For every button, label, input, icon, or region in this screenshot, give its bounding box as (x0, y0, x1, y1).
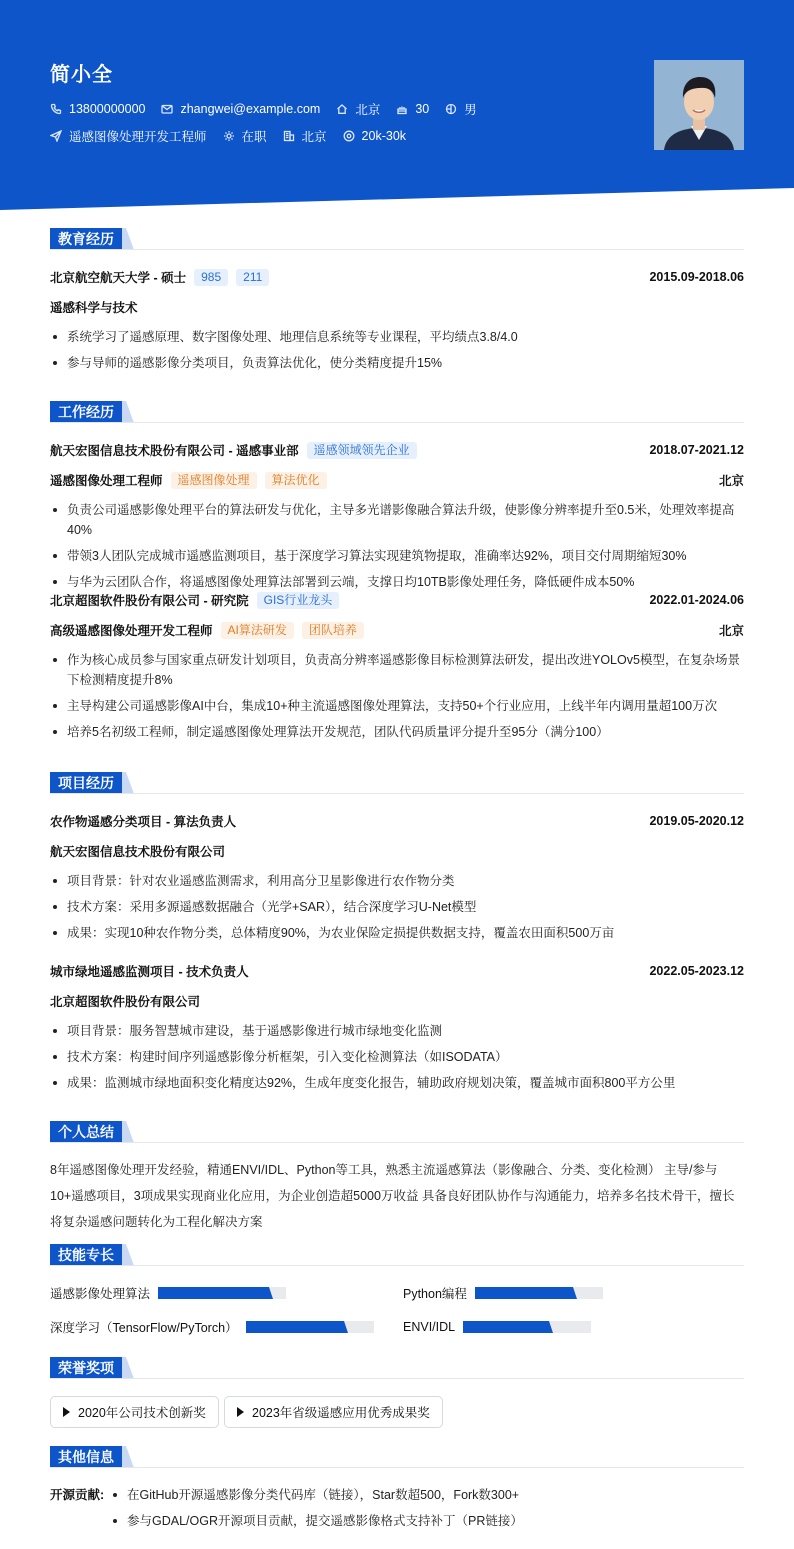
job-header (50, 441, 744, 459)
school-tag: 211 (236, 269, 269, 286)
awards-list (50, 1396, 744, 1428)
project-org-row (50, 842, 744, 860)
projects-section (50, 772, 744, 1090)
job-role: 高级遥感图像处理开发工程师 (50, 624, 213, 638)
school-tag: 985 (194, 269, 228, 286)
list-item: 参与GDAL/OGR开源项目贡献，提交遥感影像格式支持补丁（PR链接） (110, 1511, 744, 1531)
school-name: 北京航空航天大学 - 硕士 (50, 271, 187, 285)
skill-bar-fill (463, 1321, 553, 1333)
home-icon (336, 103, 348, 115)
list-item: 与华为云团队合作，将遥感图像处理算法部署到云端，支撑日均10TB影像处理任务，降低硬件成本50% (50, 572, 744, 592)
section-title-label: 项目经历 (50, 772, 122, 794)
award-item (50, 1396, 219, 1428)
list-item: 作为核心成员参与国家重点研发计划项目，负责高分辨率遥感影像目标检测算法研发，提出改进YOLOv5模型，在复杂场景下检测精度提升8% (50, 650, 744, 690)
role-tag: 算法优化 (265, 472, 327, 489)
phone-icon (50, 103, 62, 115)
title-tail-decoration (122, 1121, 134, 1143)
age-text: 30 (415, 102, 430, 116)
section-divider (50, 422, 744, 423)
section-title (50, 228, 744, 250)
title-tail-decoration (122, 1446, 134, 1468)
project-bullets (50, 1021, 744, 1099)
section-title-label: 工作经历 (50, 401, 122, 423)
skill-item (50, 1284, 286, 1302)
project-header (50, 962, 744, 980)
section-divider (50, 1142, 744, 1143)
section-title (50, 1357, 744, 1379)
major-row (50, 298, 744, 316)
company-name: 航天宏图信息技术股份有限公司 - 遥感事业部 (50, 444, 299, 458)
salary-item (343, 129, 406, 143)
award-label: 2020年公司技术创新奖 (78, 1406, 206, 1420)
section-title-label: 荣誉奖项 (50, 1357, 122, 1379)
project-date: 2022.05-2023.12 (649, 964, 744, 978)
job-location: 北京 (718, 474, 744, 488)
section-title (50, 1121, 744, 1143)
education-header (50, 268, 744, 286)
skill-bar-fill (475, 1287, 577, 1299)
summary-section (50, 1121, 744, 1229)
award-label: 2023年省级遥感应用优秀成果奖 (252, 1406, 430, 1420)
triangle-icon (63, 1407, 70, 1417)
skill-label: ENVI/IDL (403, 1320, 456, 1334)
job-location: 北京 (718, 624, 744, 638)
summary-text: 8年遥感图像处理开发经验，精通ENVI/IDL、Python等工具，熟悉主流遥感算法（影像融合、分类、变化检测） 主导/参与10+遥感项目，3项成果实现商业化应用，为企业创造超5000万收益 具备良好团队协作与沟通能力，培养多名技术骨干，擅长将复杂遥感问题转化为工程化解决方案 (50, 1163, 735, 1229)
skill-bar-fill (158, 1287, 273, 1299)
job-date: 2022.01-2024.06 (649, 593, 744, 607)
project-header (50, 812, 744, 830)
project-name: 农作物遥感分类项目 - 算法负责人 (50, 815, 237, 829)
job-date: 2018.07-2021.12 (649, 443, 744, 457)
age-item (396, 102, 429, 116)
coin-icon (343, 130, 355, 142)
skill-bar (475, 1287, 603, 1299)
section-title (50, 401, 744, 423)
job-title-text: 遥感图像处理开发工程师 (69, 130, 207, 144)
education-bullets (50, 327, 744, 379)
location-text: 北京 (355, 103, 381, 117)
gender-icon (445, 103, 457, 115)
other-section (50, 1446, 744, 1528)
project-org: 航天宏图信息技术股份有限公司 (50, 845, 226, 859)
section-divider (50, 249, 744, 250)
salary-text: 20k-30k (361, 129, 407, 143)
project-date: 2019.05-2020.12 (649, 814, 744, 828)
section-title (50, 772, 744, 794)
list-item: 参与导师的遥感影像分类项目，负责算法优化，使分类精度提升15% (50, 353, 744, 373)
skill-item (50, 1318, 374, 1336)
gear-icon (223, 130, 235, 142)
job-bullets (50, 500, 744, 598)
major-name: 遥感科学与技术 (50, 301, 138, 315)
section-divider (50, 1378, 744, 1379)
section-divider (50, 1467, 744, 1468)
skill-bar (246, 1321, 374, 1333)
title-tail-decoration (122, 772, 134, 794)
skill-bar (158, 1287, 286, 1299)
title-tail-decoration (122, 228, 134, 250)
project-org: 北京超图软件股份有限公司 (50, 995, 201, 1009)
list-item: 带领3人团队完成城市遥感监测项目，基于深度学习算法实现建筑物提取，准确率达92%，项目交付周期缩短30% (50, 546, 744, 566)
list-item: 主导构建公司遥感影像AI中台，集成10+种主流遥感图像处理算法，支持50+个行业应用，上线半年内调用量超100万次 (50, 696, 744, 716)
title-tail-decoration (122, 1357, 134, 1379)
email-item (161, 102, 320, 116)
role-tag: 团队培养 (302, 622, 364, 639)
resume-header (0, 0, 794, 215)
triangle-icon (237, 1407, 244, 1417)
section-title-label: 教育经历 (50, 228, 122, 250)
project-bullets (50, 871, 744, 949)
award-item (224, 1396, 443, 1428)
company-name: 北京超图软件股份有限公司 - 研究院 (50, 594, 249, 608)
skill-bar (463, 1321, 591, 1333)
job-header (50, 591, 744, 609)
awards-section (50, 1357, 744, 1420)
list-item: 在GitHub开源遥感影像分类代码库（链接），Star数超500，Fork数300+ (110, 1485, 744, 1505)
list-item: 负责公司遥感影像处理平台的算法研发与优化，主导多光谱影像融合算法升级，使影像分辨率提升至0.5米，处理效率提高40% (50, 500, 744, 540)
candidate-name: 简小全 (50, 64, 113, 86)
skills-section (50, 1244, 744, 1335)
job-role: 遥感图像处理工程师 (50, 474, 163, 488)
list-item: 项目背景：针对农业遥感监测需求，利用高分卫星影像进行农作物分类 (50, 871, 744, 891)
work-section (50, 401, 744, 739)
job-role-row (50, 471, 744, 489)
gender-item (445, 100, 477, 118)
phone-number: 13800000000 (69, 102, 146, 116)
education-date: 2015.09-2018.06 (649, 270, 744, 284)
gender-text: 男 (464, 103, 477, 117)
city-item (283, 127, 327, 145)
list-item: 培养5名初级工程师，制定遥感图像处理算法开发规范，团队代码质量评分提升至95分（满分100） (50, 722, 744, 742)
skill-bar-fill (246, 1321, 348, 1333)
section-title-label: 个人总结 (50, 1121, 122, 1143)
opensource-bullets (110, 1485, 744, 1537)
role-tag: 遥感图像处理 (171, 472, 257, 489)
skill-item (403, 1284, 603, 1302)
project-name: 城市绿地遥感监测项目 - 技术负责人 (50, 965, 249, 979)
skill-label: Python编程 (403, 1287, 467, 1301)
skill-label: 深度学习（TensorFlow/PyTorch） (50, 1321, 238, 1335)
section-divider (50, 1265, 744, 1266)
contact-row (50, 100, 493, 118)
company-tag: GIS行业龙头 (257, 592, 340, 609)
mail-icon (161, 103, 173, 115)
list-item: 成果：监测城市绿地面积变化精度达92%，生成年度变化报告，辅助政府规划决策，覆盖城市面积800平方公里 (50, 1073, 744, 1093)
status-text: 在职 (241, 130, 267, 144)
opensource-label: 开源贡献: (50, 1488, 105, 1502)
title-tail-decoration (122, 1244, 134, 1266)
send-icon (50, 130, 62, 142)
title-tail-decoration (122, 401, 134, 423)
section-divider (50, 793, 744, 794)
job-intent-row (50, 127, 422, 145)
section-title (50, 1446, 744, 1468)
cake-icon (396, 103, 408, 115)
section-title-label: 其他信息 (50, 1446, 122, 1468)
section-title (50, 1244, 744, 1266)
skill-label: 遥感影像处理算法 (50, 1287, 151, 1301)
email-address: zhangwei@example.com (180, 102, 321, 116)
job-bullets (50, 650, 744, 748)
status-item (223, 127, 267, 145)
skill-item (403, 1318, 591, 1336)
job-role-row (50, 621, 744, 639)
project-org-row (50, 992, 744, 1010)
role-tag: AI算法研发 (221, 622, 294, 639)
section-title-label: 技能专长 (50, 1244, 122, 1266)
list-item: 项目背景：服务智慧城市建设，基于遥感影像进行城市绿地变化监测 (50, 1021, 744, 1041)
job-title-item (50, 127, 207, 145)
profile-photo (654, 60, 744, 150)
company-tag: 遥感领域领先企业 (307, 442, 417, 459)
building-icon (283, 130, 295, 142)
location-item (336, 100, 380, 118)
list-item: 技术方案：采用多源遥感数据融合（光学+SAR），结合深度学习U-Net模型 (50, 897, 744, 917)
list-item: 技术方案：构建时间序列遥感影像分析框架，引入变化检测算法（如ISODATA） (50, 1047, 744, 1067)
education-section (50, 228, 744, 370)
city-text: 北京 (301, 130, 327, 144)
list-item: 成果：实现10种农作物分类，总体精度90%，为农业保险定损提供数据支持，覆盖农田面积500万亩 (50, 923, 744, 943)
phone-item (50, 102, 145, 116)
list-item: 系统学习了遥感原理、数字图像处理、地理信息系统等专业课程，平均绩点3.8/4.0 (50, 327, 744, 347)
